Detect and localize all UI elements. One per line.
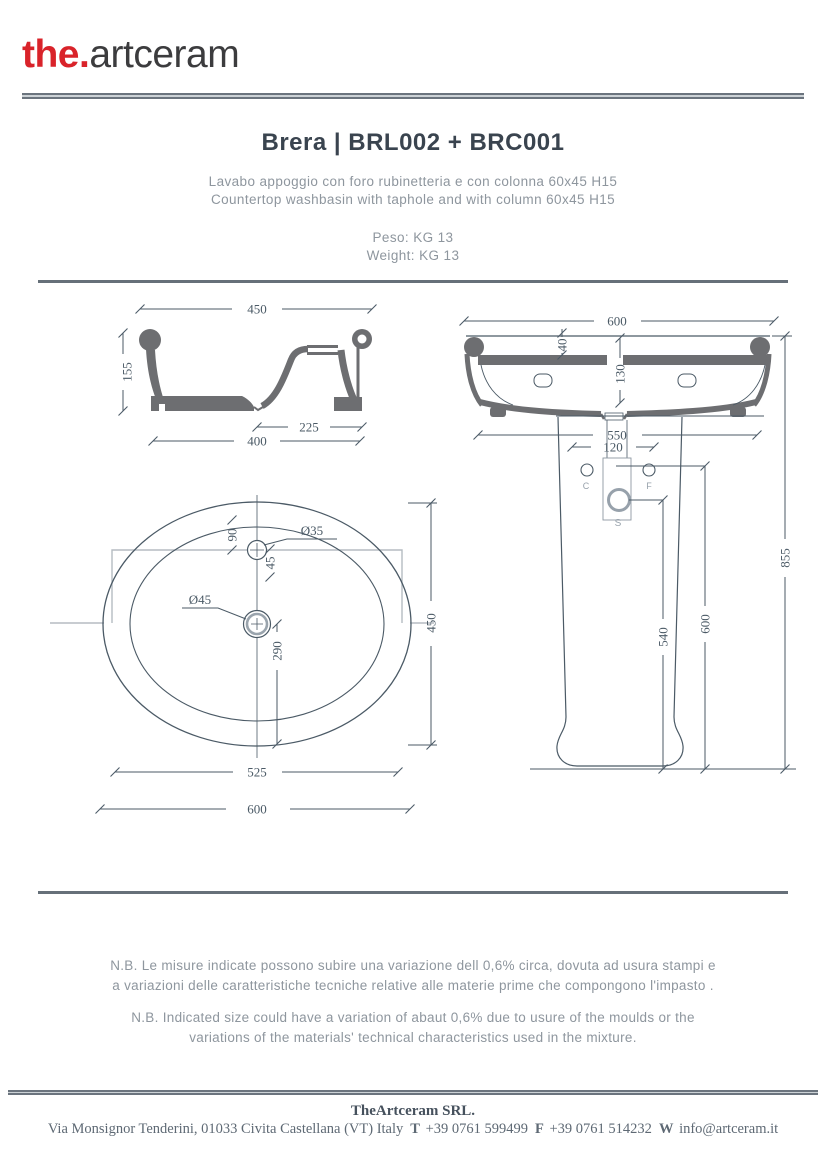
brand-logo-suffix: artceram xyxy=(89,33,240,76)
footer-phone-number: +39 0761 599499 xyxy=(425,1121,529,1137)
note-it-line2: a variazioni delle caratteristiche tecniche relative alle materie prime che compongono l'impasto . xyxy=(112,977,714,993)
footer-web-label: W xyxy=(658,1121,674,1137)
top-view-dim-lines xyxy=(100,503,437,809)
dim-drain-d45: Ø45 xyxy=(188,592,212,607)
front-view xyxy=(460,314,797,774)
dim-top-width-600: 600 xyxy=(247,801,267,817)
brand-logo xyxy=(0,0,826,76)
side-view-section-fill xyxy=(139,329,372,411)
label-hole-s: S xyxy=(614,518,622,529)
dim-top-offset-90: 90 xyxy=(224,528,240,542)
footer-company-name: TheArtceram SRL. xyxy=(350,1103,476,1119)
side-view-ring-hole xyxy=(358,335,367,344)
dim-col-height-540: 540 xyxy=(655,627,671,647)
dim-col-height-600: 600 xyxy=(697,614,713,634)
note-en-line2: variations of the materials' technical characteristics used in the mixture. xyxy=(189,1029,637,1045)
page-title: Brera | BRL002 + BRC001 xyxy=(261,129,565,156)
top-view-section-band xyxy=(50,550,434,623)
footer-address xyxy=(0,1120,826,1138)
dim-front-width-600: 600 xyxy=(607,313,627,329)
footer-fax-number: +39 0761 514232 xyxy=(549,1121,652,1137)
side-view-dim-lines xyxy=(123,309,372,441)
side-view-foot-notch xyxy=(159,404,165,412)
dim-top-depth-450: 450 xyxy=(423,613,439,633)
brand-logo-prefix: the. xyxy=(22,33,90,76)
technical-drawing-area xyxy=(0,283,826,891)
dim-side-height-155: 155 xyxy=(119,362,135,382)
dim-top-width-525: 525 xyxy=(247,764,267,780)
header-rule xyxy=(22,93,804,99)
product-weight-it: Peso: KG 13 xyxy=(372,230,454,245)
product-description-en: Countertop washbasin with taphole and with column 60x45 H15 xyxy=(210,191,616,207)
front-view-dim-lines xyxy=(464,321,796,769)
dim-side-width-450: 450 xyxy=(247,301,267,317)
hole-s-circle xyxy=(609,490,630,511)
note-en-line1: N.B. Indicated size could have a variation of abaut 0,6% due to usure of the moulds or the xyxy=(131,1010,695,1025)
footer-rule xyxy=(8,1090,818,1095)
hole-c-circle xyxy=(581,464,593,476)
footer-fax-label: F xyxy=(535,1121,544,1137)
dim-front-rim-40: 40 xyxy=(554,338,570,352)
dim-top-offset-290: 290 xyxy=(269,641,285,661)
dim-side-offset-225: 225 xyxy=(299,419,319,435)
dim-top-offset-45: 45 xyxy=(262,556,278,570)
label-hole-f: F xyxy=(646,481,652,491)
dim-front-depth-130: 130 xyxy=(612,364,628,384)
notes-section xyxy=(0,956,826,1047)
pedestal-outline xyxy=(557,417,683,766)
product-weight-en: Weight: KG 13 xyxy=(366,247,460,263)
footer-email: info@artceram.it xyxy=(679,1121,779,1137)
dim-side-base-400: 400 xyxy=(247,433,267,449)
dim-total-height-855: 855 xyxy=(777,548,793,568)
side-view xyxy=(119,302,377,449)
technical-drawing xyxy=(0,283,826,891)
footer-address-street: Via Monsignor Tenderini, 01033 Civita Castellana (VT) Italy xyxy=(47,1121,404,1137)
drawing-bottom-rule xyxy=(38,891,788,894)
top-view xyxy=(50,495,439,817)
product-description-it: Lavabo appoggio con foro rubinetteria e con colonna 60x45 H15 xyxy=(208,174,618,189)
note-it-line1: N.B. Le misure indicate possono subire una variazione dell 0,6% circa, dovuta ad usura stampi e xyxy=(110,958,716,973)
dim-front-tapspan-120: 120 xyxy=(603,439,623,455)
dim-front-width-550: 550 xyxy=(607,427,627,443)
label-hole-c: C xyxy=(582,481,590,491)
dim-taphole-d35: Ø35 xyxy=(300,523,324,538)
footer-phone-label: T xyxy=(410,1121,420,1137)
